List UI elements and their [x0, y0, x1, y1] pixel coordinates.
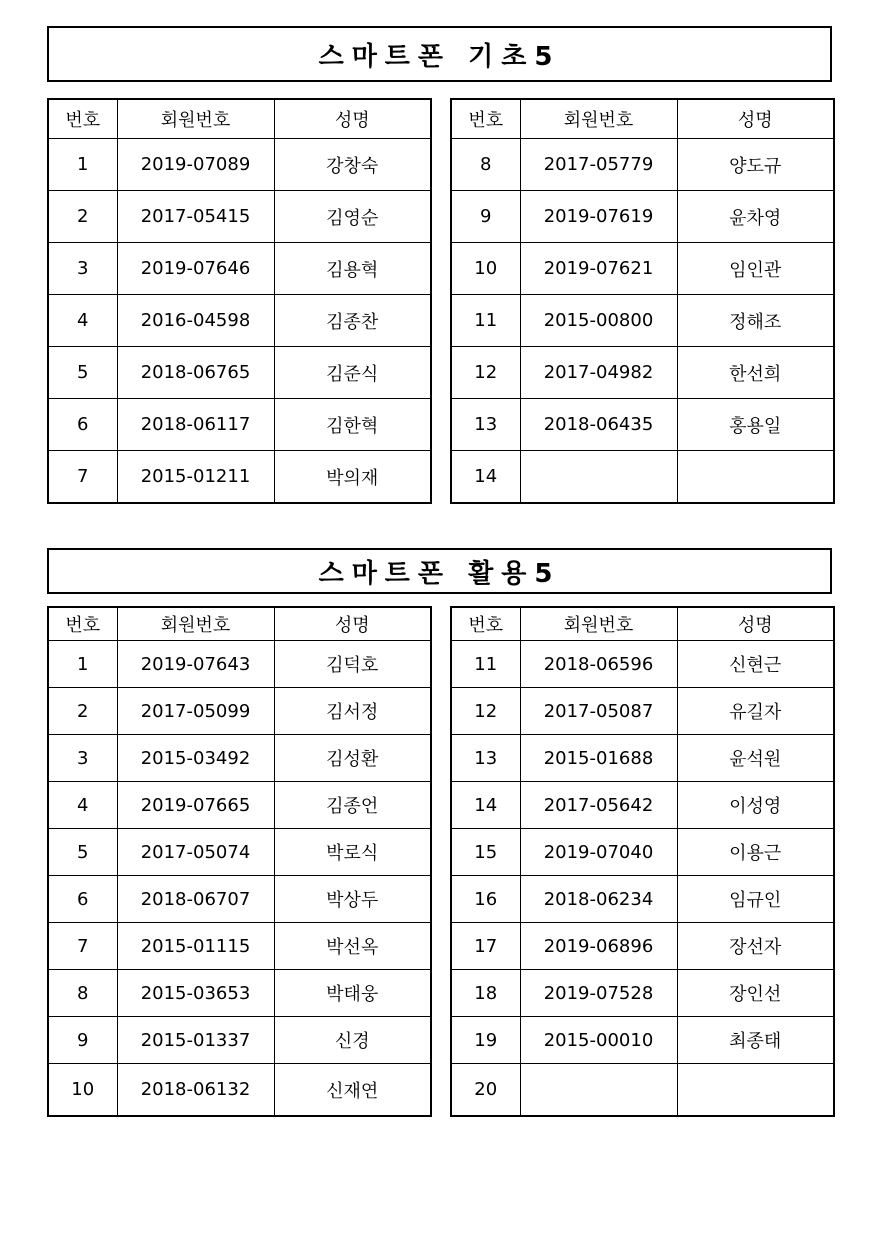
- cell-member-id: 2018-06765: [117, 347, 274, 399]
- table-row: [48, 970, 431, 1017]
- table-row: [48, 735, 431, 782]
- cell-name: 윤차영: [677, 191, 834, 243]
- header-name: 성명: [677, 99, 834, 139]
- cell-number: 7: [48, 923, 117, 970]
- table-row: [48, 1017, 431, 1064]
- roster-table: [47, 98, 432, 504]
- cell-member-id: 2018-06132: [117, 1064, 274, 1117]
- cell-member-id: 2015-00800: [520, 295, 677, 347]
- header-number: 번호: [451, 99, 520, 139]
- cell-number: 3: [48, 243, 117, 295]
- cell-name: 윤석원: [677, 735, 834, 782]
- cell-number: 6: [48, 399, 117, 451]
- cell-name: 김영순: [274, 191, 431, 243]
- cell-number: 19: [451, 1017, 520, 1064]
- table-row: [48, 688, 431, 735]
- cell-name: 신현근: [677, 641, 834, 688]
- header-name: 성명: [274, 99, 431, 139]
- cell-member-id: 2017-05779: [520, 139, 677, 191]
- cell-name: 신경: [274, 1017, 431, 1064]
- header-number: 번호: [451, 607, 520, 641]
- cell-name: 정해조: [677, 295, 834, 347]
- section-title-basic: 스마트폰 기초5: [47, 26, 832, 82]
- table-row: [48, 829, 431, 876]
- table-row: [48, 347, 431, 399]
- table-row: [451, 451, 834, 504]
- cell-name: 박선옥: [274, 923, 431, 970]
- cell-member-id: 2017-05074: [117, 829, 274, 876]
- header-name: 성명: [677, 607, 834, 641]
- cell-number: 20: [451, 1064, 520, 1117]
- header-number: 번호: [48, 607, 117, 641]
- cell-member-id: 2015-01115: [117, 923, 274, 970]
- cell-member-id: 2016-04598: [117, 295, 274, 347]
- section-title-advanced: 스마트폰 활용5: [47, 548, 832, 594]
- cell-name: 장인선: [677, 970, 834, 1017]
- cell-name: 최종태: [677, 1017, 834, 1064]
- table-header-row: [48, 607, 431, 641]
- cell-name: 양도규: [677, 139, 834, 191]
- cell-number: 13: [451, 399, 520, 451]
- roster-table: [450, 98, 835, 504]
- cell-number: 2: [48, 191, 117, 243]
- cell-member-id: [520, 451, 677, 504]
- cell-name: 김서정: [274, 688, 431, 735]
- cell-number: 16: [451, 876, 520, 923]
- cell-number: 8: [48, 970, 117, 1017]
- cell-member-id: 2018-06117: [117, 399, 274, 451]
- roster-table: [450, 606, 835, 1117]
- cell-number: 15: [451, 829, 520, 876]
- table-row: [451, 1064, 834, 1117]
- cell-name: 김종찬: [274, 295, 431, 347]
- cell-member-id: 2019-07643: [117, 641, 274, 688]
- table-row: [451, 782, 834, 829]
- header-member-id: 회원번호: [520, 607, 677, 641]
- cell-member-id: 2019-07089: [117, 139, 274, 191]
- table-row: [451, 1017, 834, 1064]
- cell-number: 5: [48, 829, 117, 876]
- table-row: [451, 243, 834, 295]
- cell-number: 17: [451, 923, 520, 970]
- cell-member-id: 2015-00010: [520, 1017, 677, 1064]
- cell-number: 12: [451, 347, 520, 399]
- cell-member-id: 2015-03492: [117, 735, 274, 782]
- cell-number: 1: [48, 139, 117, 191]
- cell-name: [677, 1064, 834, 1117]
- cell-number: 1: [48, 641, 117, 688]
- header-member-id: 회원번호: [117, 99, 274, 139]
- table-row: [48, 923, 431, 970]
- cell-member-id: 2019-07621: [520, 243, 677, 295]
- cell-member-id: 2017-04982: [520, 347, 677, 399]
- cell-number: 9: [451, 191, 520, 243]
- cell-number: 13: [451, 735, 520, 782]
- cell-member-id: 2019-07528: [520, 970, 677, 1017]
- cell-name: 강창숙: [274, 139, 431, 191]
- cell-number: 8: [451, 139, 520, 191]
- cell-name: [677, 451, 834, 504]
- cell-name: 임인관: [677, 243, 834, 295]
- cell-member-id: [520, 1064, 677, 1117]
- cell-member-id: 2018-06707: [117, 876, 274, 923]
- cell-number: 10: [451, 243, 520, 295]
- cell-name: 이용근: [677, 829, 834, 876]
- cell-name: 홍용일: [677, 399, 834, 451]
- cell-member-id: 2018-06596: [520, 641, 677, 688]
- cell-member-id: 2015-01211: [117, 451, 274, 504]
- cell-number: 5: [48, 347, 117, 399]
- cell-member-id: 2019-07665: [117, 782, 274, 829]
- cell-name: 한선희: [677, 347, 834, 399]
- table-row: [48, 399, 431, 451]
- table-row: [451, 829, 834, 876]
- table-row: [451, 876, 834, 923]
- cell-name: 박상두: [274, 876, 431, 923]
- cell-name: 김종언: [274, 782, 431, 829]
- table-row: [451, 923, 834, 970]
- cell-number: 14: [451, 782, 520, 829]
- header-name: 성명: [274, 607, 431, 641]
- cell-name: 유길자: [677, 688, 834, 735]
- cell-name: 장선자: [677, 923, 834, 970]
- table-header-row: [451, 99, 834, 139]
- cell-number: 11: [451, 295, 520, 347]
- table-row: [48, 1064, 431, 1117]
- cell-name: 김덕호: [274, 641, 431, 688]
- cell-number: 6: [48, 876, 117, 923]
- table-row: [451, 735, 834, 782]
- cell-number: 4: [48, 782, 117, 829]
- cell-number: 18: [451, 970, 520, 1017]
- cell-member-id: 2019-07646: [117, 243, 274, 295]
- cell-member-id: 2018-06234: [520, 876, 677, 923]
- cell-member-id: 2015-01688: [520, 735, 677, 782]
- table-row: [48, 295, 431, 347]
- table-row: [48, 876, 431, 923]
- table-row: [48, 243, 431, 295]
- table-row: [451, 191, 834, 243]
- table-row: [451, 970, 834, 1017]
- table-row: [48, 191, 431, 243]
- cell-number: 3: [48, 735, 117, 782]
- cell-name: 박의재: [274, 451, 431, 504]
- table-row: [451, 347, 834, 399]
- cell-name: 김성환: [274, 735, 431, 782]
- cell-number: 2: [48, 688, 117, 735]
- table-header-row: [48, 99, 431, 139]
- cell-name: 김용혁: [274, 243, 431, 295]
- cell-number: 9: [48, 1017, 117, 1064]
- cell-number: 12: [451, 688, 520, 735]
- cell-number: 14: [451, 451, 520, 504]
- cell-member-id: 2017-05087: [520, 688, 677, 735]
- header-member-id: 회원번호: [117, 607, 274, 641]
- header-number: 번호: [48, 99, 117, 139]
- table-row: [451, 139, 834, 191]
- cell-name: 박태웅: [274, 970, 431, 1017]
- cell-name: 김준식: [274, 347, 431, 399]
- cell-number: 4: [48, 295, 117, 347]
- table-row: [451, 399, 834, 451]
- cell-member-id: 2017-05642: [520, 782, 677, 829]
- cell-member-id: 2019-07619: [520, 191, 677, 243]
- table-row: [48, 451, 431, 504]
- cell-number: 7: [48, 451, 117, 504]
- cell-name: 이성영: [677, 782, 834, 829]
- table-row: [451, 641, 834, 688]
- cell-member-id: 2019-06896: [520, 923, 677, 970]
- table-row: [451, 295, 834, 347]
- cell-name: 신재연: [274, 1064, 431, 1117]
- table-row: [48, 139, 431, 191]
- cell-name: 임규인: [677, 876, 834, 923]
- header-member-id: 회원번호: [520, 99, 677, 139]
- cell-member-id: 2017-05099: [117, 688, 274, 735]
- cell-number: 11: [451, 641, 520, 688]
- roster-table: [47, 606, 432, 1117]
- cell-member-id: 2015-01337: [117, 1017, 274, 1064]
- table-row: [451, 688, 834, 735]
- cell-member-id: 2017-05415: [117, 191, 274, 243]
- cell-name: 김한혁: [274, 399, 431, 451]
- table-row: [48, 641, 431, 688]
- cell-member-id: 2018-06435: [520, 399, 677, 451]
- cell-member-id: 2015-03653: [117, 970, 274, 1017]
- cell-number: 10: [48, 1064, 117, 1117]
- table-row: [48, 782, 431, 829]
- cell-member-id: 2019-07040: [520, 829, 677, 876]
- table-header-row: [451, 607, 834, 641]
- cell-name: 박로식: [274, 829, 431, 876]
